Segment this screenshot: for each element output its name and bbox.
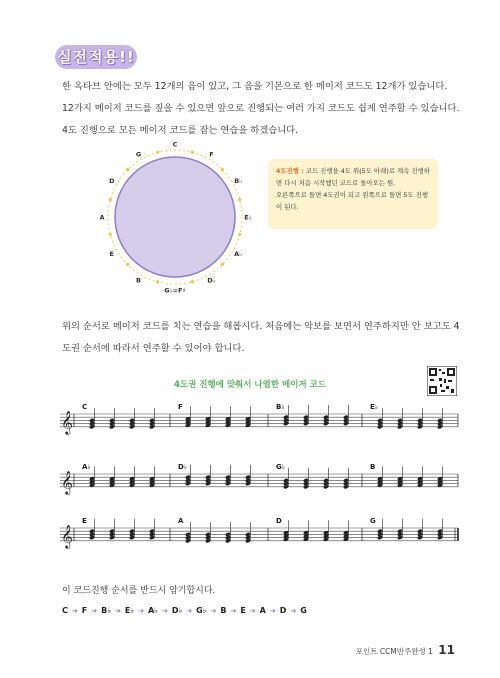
intro-paragraph: 한 옥타브 안에는 모두 12개의 음이 있고, 그 음을 기본으로 한 메이저 코드도 12개가 있습니다. 12가지 메이저 코드를 짚을 수 있으면 앞으로 진행되는 여러 가지 코드도 쉽게 연주할 수 있습니다. [62,81,460,114]
circle-label: B♭ [234,177,243,185]
arrow-right-icon: ➔ [290,606,297,615]
circle-label: A♭ [234,250,243,258]
circle-label: B [136,276,141,285]
arrow-dot [221,168,224,171]
arrow-dot [109,233,112,236]
section-title: 4도권 진행에 맞춰서 나열한 메이저 코드 [173,380,327,390]
progression-chord: E [240,606,246,615]
chord-label: G♭ [276,463,286,471]
arrow-right-icon: ➔ [210,606,217,615]
progression-chord: F [81,606,88,615]
circle-disc [115,157,235,277]
progression-chord: D♭ [171,606,183,615]
circle-label: D♭ [207,276,216,285]
staff-row-1 [60,400,460,460]
chord-label: D♭ [178,463,188,471]
progression-chord: G [300,606,307,615]
circle-of-fourths [90,140,260,300]
intro-instruction: 4도 진행으로 모든 메이저 코드를 잡는 연습을 하겠습니다. [62,125,299,136]
chord-label: B [370,463,376,471]
arrow-right-icon: ➔ [230,606,237,615]
arrow-dot [109,198,112,201]
chord-label: E [82,517,87,525]
arrow-dot [221,263,224,266]
arrow-right-icon: ➔ [249,606,256,615]
arrow-dot [156,151,159,154]
arrow-dot [238,198,241,201]
chord-label: B♭ [276,403,285,411]
circle-label: G [135,150,142,159]
arrow-dot [191,280,194,283]
circle-label: A [99,213,105,222]
staff-row-2 [60,460,460,520]
progression-chord: A [259,606,266,615]
chord-label: A♭ [82,463,91,471]
treble-clef: 𝄞 [61,523,73,548]
chord-label: E♭ [370,403,379,411]
section-badge: 실전적용!! [55,45,137,69]
chord-label: D [276,517,282,525]
circle-label: E♭ [244,213,252,222]
arrow-right-icon: ➔ [114,606,121,615]
progression-chord: A♭ [147,606,158,615]
arrow-right-icon: ➔ [269,606,276,615]
arrow-right-icon: ➔ [138,606,144,615]
arrow-dot [238,233,241,236]
progression-chord: D [279,606,287,615]
progression-chord: C [62,606,68,615]
progression-chord: B [220,606,227,615]
chord-progression [62,606,307,615]
arrow-right-icon: ➔ [71,606,78,615]
chord-label: F [178,403,183,411]
circle-label: E [109,250,115,258]
info-box [268,159,438,229]
info-body: 코드 진행을 4도 위(5도 아래)로 계속 진행하면 다시 처음 시작했던 코드로 돌아오는 원. [276,167,430,187]
chord-label: C [82,403,88,411]
page-footer [356,643,455,657]
info-body-2: 오른쪽으로 돌면 4도권이 되고 왼쪽으로 돌면 5도 진행이 된다. [276,191,428,211]
book-title: 포인트 CCM반주완성 1 [355,647,433,656]
arrow-dot [191,151,194,154]
practice-paragraph: 위의 순서로 메이저 코드를 치는 연습을 해봅시다. 처음에는 악보를 보면서 연주하지만 안 보고도 4도권 순서에 따라서 연주할 수 있어야 합니다. [62,321,460,354]
treble-clef: 𝄞 [61,409,73,434]
treble-clef: 𝄞 [61,469,73,494]
page-number: 11 [438,643,455,657]
arrow-right-icon: ➔ [161,606,168,615]
circle-label: F [209,150,214,159]
info-title: 4도진행 : [276,167,304,175]
arrow-dot [126,263,129,266]
circle-label: G♭=F♯ [164,286,186,295]
memorize-note: 이 코드진행 순서를 반드시 암기합시다. [62,586,216,596]
chord-label: A [178,517,184,525]
progression-chord: E♭ [124,606,135,615]
circle-label: C [172,140,178,149]
staff-row-3 [60,514,460,574]
arrow-right-icon: ➔ [186,606,193,615]
progression-chord: B♭ [101,606,111,615]
progression-chord: G♭ [196,606,207,615]
chord-label: G [370,517,376,525]
arrow-right-icon: ➔ [91,606,98,615]
circle-label: D [109,177,115,185]
arrow-dot [156,280,159,283]
arrow-dot [126,168,129,171]
